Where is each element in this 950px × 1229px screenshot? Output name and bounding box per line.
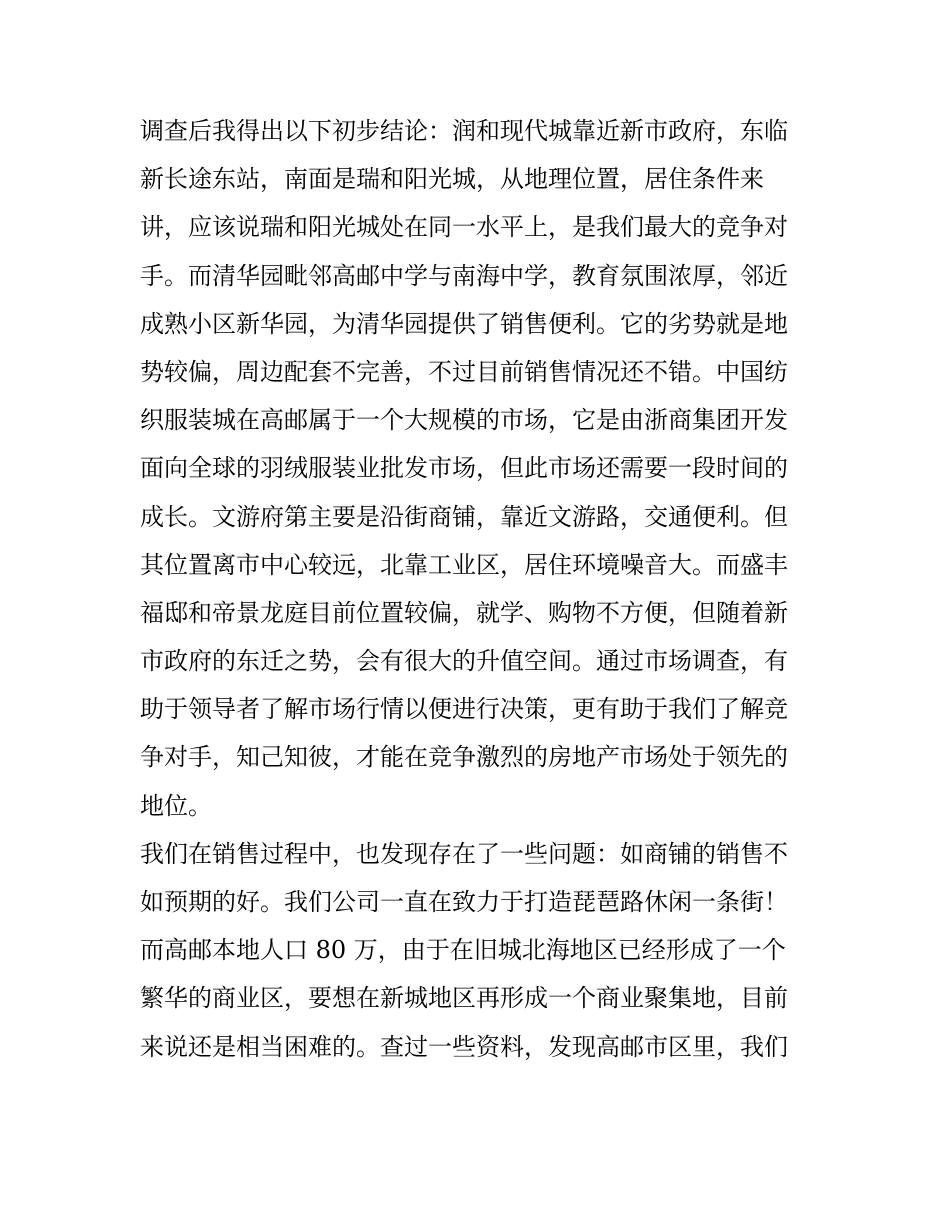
text-line: 调查后我得出以下初步结论：润和现代城靠近新市政府，东临 — [140, 117, 788, 145]
text-line: 织服装城在高邮属于一个大规模的市场，它是由浙商集团开发 — [140, 406, 788, 435]
text-line: 讲，应该说瑞和阳光城处在同一水平上，是我们最大的竞争对 — [140, 213, 788, 242]
text-line: 成熟小区新华园，为清华园提供了销售便利。它的劣势就是地 — [140, 309, 788, 338]
text-line: 成长。文游府第主要是沿街商铺，靠近文游路，交通便利。但 — [140, 502, 788, 531]
text-line: 势较偏，周边配套不完善，不过目前销售情况还不错。中国纺 — [140, 357, 788, 386]
document-body — [140, 107, 820, 1071]
text-line: 市政府的东迁之势，会有很大的升值空间。通过市场调查，有 — [140, 647, 788, 676]
text-line: 其位置离市中心较远，北靠工业区，居住环境噪音大。而盛丰 — [140, 550, 788, 579]
text-line: 我们在销售过程中，也发现存在了一些问题：如商铺的销售不 — [140, 839, 788, 868]
text-line: 而高邮本地人口 80 万，由于在旧城北海地区已经形成了一个 — [140, 936, 786, 965]
text-line: 来说还是相当困难的。查过一些资料，发现高邮市区里，我们 — [140, 1032, 788, 1061]
text-line: 新长途东站，南面是瑞和阳光城，从地理位置，居住条件来 — [140, 165, 764, 194]
text-line: 助于领导者了解市场行情以便进行决策，更有助于我们了解竞 — [140, 695, 788, 724]
text-line: 繁华的商业区，要想在新城地区再形成一个商业聚集地，目前 — [140, 984, 788, 1013]
text-line: 争对手，知己知彼，才能在竞争激烈的房地产市场处于领先的 — [140, 743, 788, 772]
text-line: 福邸和帝景龙庭目前位置较偏，就学、购物不方便，但随着新 — [140, 598, 788, 627]
text-line: 地位。 — [140, 791, 212, 820]
text-line: 面向全球的羽绒服装业批发市场，但此市场还需要一段时间的 — [140, 454, 788, 483]
text-line: 手。而清华园毗邻高邮中学与南海中学，教育氛围浓厚，邻近 — [140, 261, 788, 290]
text-line: 如预期的好。我们公司一直在致力于打造琵琶路休闲一条街！ — [140, 888, 788, 916]
